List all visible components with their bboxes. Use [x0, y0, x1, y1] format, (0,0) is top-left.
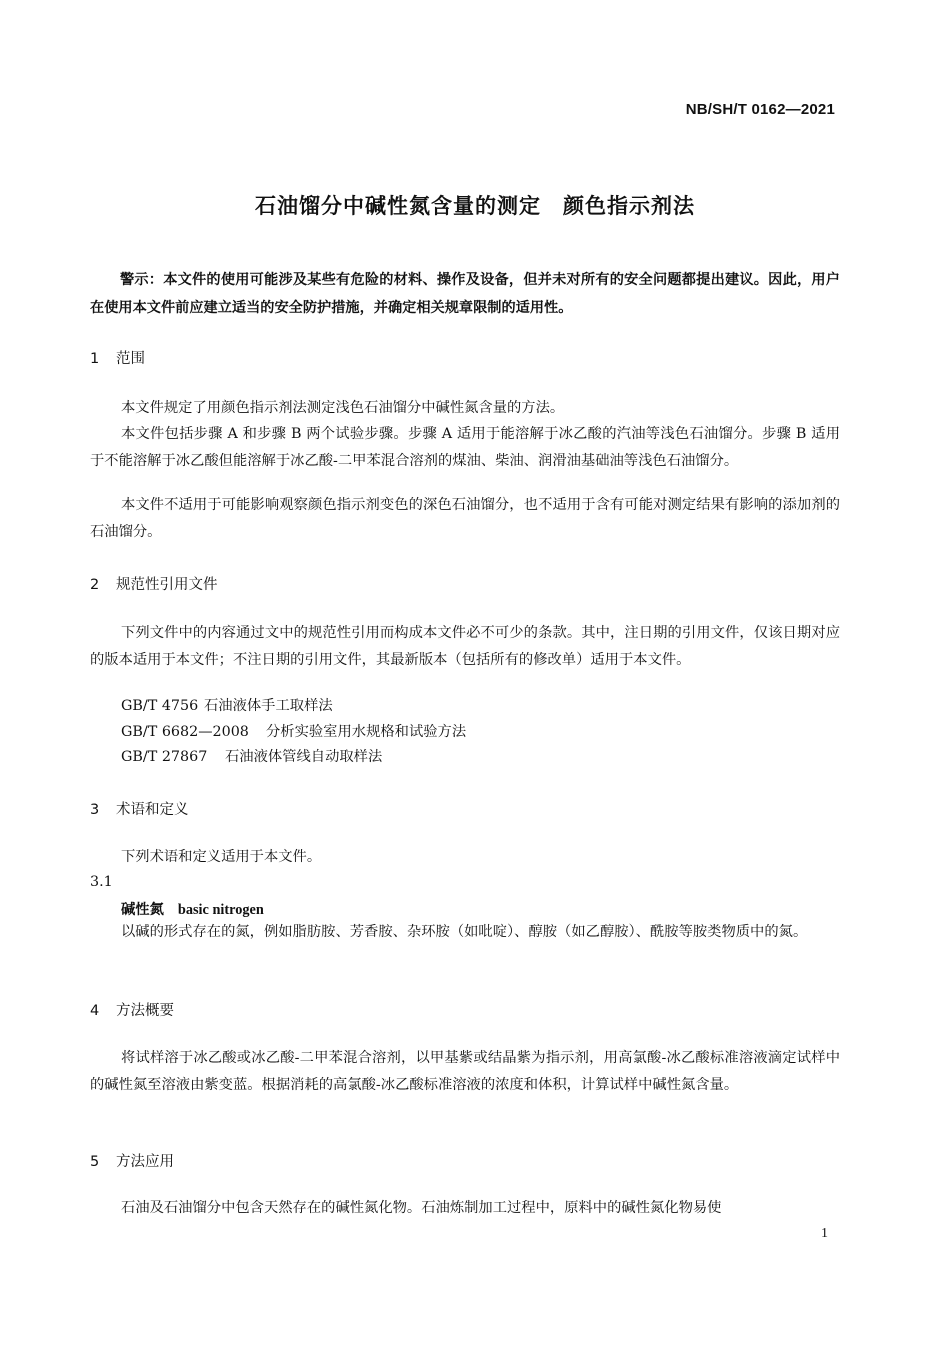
section-number: 1	[90, 351, 100, 367]
section-1-heading	[90, 347, 145, 368]
page-number: 1	[821, 1226, 828, 1241]
reference-title: 石油液体管线自动取样法	[225, 749, 383, 765]
document-title	[0, 190, 950, 220]
term-en: basic nitrogen	[177, 902, 264, 918]
section-title: 规范性引用文件	[116, 577, 218, 593]
term-number: 3.1	[90, 874, 113, 890]
section-3-paragraph-1: 下列术语和定义适用于本文件。	[121, 849, 322, 865]
section-number: 2	[90, 577, 100, 593]
title-main: 石油馏分中碱性氮含量的测定	[255, 194, 541, 218]
section-title: 术语和定义	[116, 802, 189, 818]
reference-item	[121, 719, 466, 745]
section-number: 4	[90, 1003, 100, 1019]
section-title: 范围	[116, 351, 145, 367]
section-title: 方法应用	[116, 1154, 174, 1170]
safety-warning: 警示：本文件的使用可能涉及某些有危险的材料、操作及设备，但并未对所有的安全问题都提出建议。因此，用户在使用本文件前应建立适当的安全防护措施，并确定相关规章限制的适用性。	[90, 272, 840, 316]
term-zh: 碱性氮	[121, 902, 164, 918]
section-4-heading	[90, 999, 174, 1020]
reference-item	[121, 693, 333, 719]
standard-code: NB/SH/T 0162—2021	[685, 101, 835, 118]
term-definition: 以碱的形式存在的氮，例如脂肪胺、芳香胺、杂环胺（如吡啶）、醇胺（如乙醇胺）、酰胺等胺类物质中的氮。	[121, 924, 808, 940]
reference-code: GB/T 6682—2008	[121, 724, 249, 740]
section-1-paragraph-1: 本文件规定了用颜色指示剂法测定浅色石油馏分中碱性氮含量的方法。	[121, 400, 565, 416]
reference-title: 分析实验室用水规格和试验方法	[266, 724, 467, 740]
reference-title: 石油液体手工取样法	[204, 698, 333, 714]
section-2-heading	[90, 573, 218, 594]
section-1-paragraph-2: 本文件包括步骤 A 和步骤 B 两个试验步骤。步骤 A 适用于能溶解于冰乙酸的汽油等浅色石油馏分。步骤 B 适用于不能溶解于冰乙酸但能溶解于冰乙酸-二甲苯混合溶剂的煤油、柴油、润滑油基础油等浅色石油馏分。	[90, 426, 840, 469]
section-title: 方法概要	[116, 1003, 174, 1019]
section-1-paragraph-3: 本文件不适用于可能影响观察颜色指示剂变色的深色石油馏分，也不适用于含有可能对测定结果有影响的添加剂的石油馏分。	[90, 497, 840, 540]
term-heading	[121, 899, 264, 919]
section-5-paragraph-1: 石油及石油馏分中包含天然存在的碱性氮化物。石油炼制加工过程中，原料中的碱性氮化物易使	[121, 1200, 722, 1216]
section-number: 5	[90, 1154, 100, 1170]
section-2-paragraph-1: 下列文件中的内容通过文中的规范性引用而构成本文件必不可少的条款。其中，注日期的引用文件，仅该日期对应的版本适用于本文件；不注日期的引用文件，其最新版本（包括所有的修改单）适用于本文件。	[90, 625, 840, 668]
title-sub: 颜色指示剂法	[563, 194, 695, 218]
section-3-heading	[90, 798, 189, 819]
reference-code: GB/T 27867	[121, 749, 208, 765]
section-4-paragraph-1: 将试样溶于冰乙酸或冰乙酸-二甲苯混合溶剂，以甲基紫或结晶紫为指示剂，用高氯酸-冰乙酸标准溶液滴定试样中的碱性氮至溶液由紫变蓝。根据消耗的高氯酸-冰乙酸标准溶液的浓度和体积，计算试样中碱性氮含量。	[90, 1050, 840, 1093]
reference-code: GB/T 4756	[121, 698, 199, 714]
section-5-heading	[90, 1150, 174, 1171]
section-number: 3	[90, 802, 100, 818]
reference-item	[121, 744, 382, 770]
